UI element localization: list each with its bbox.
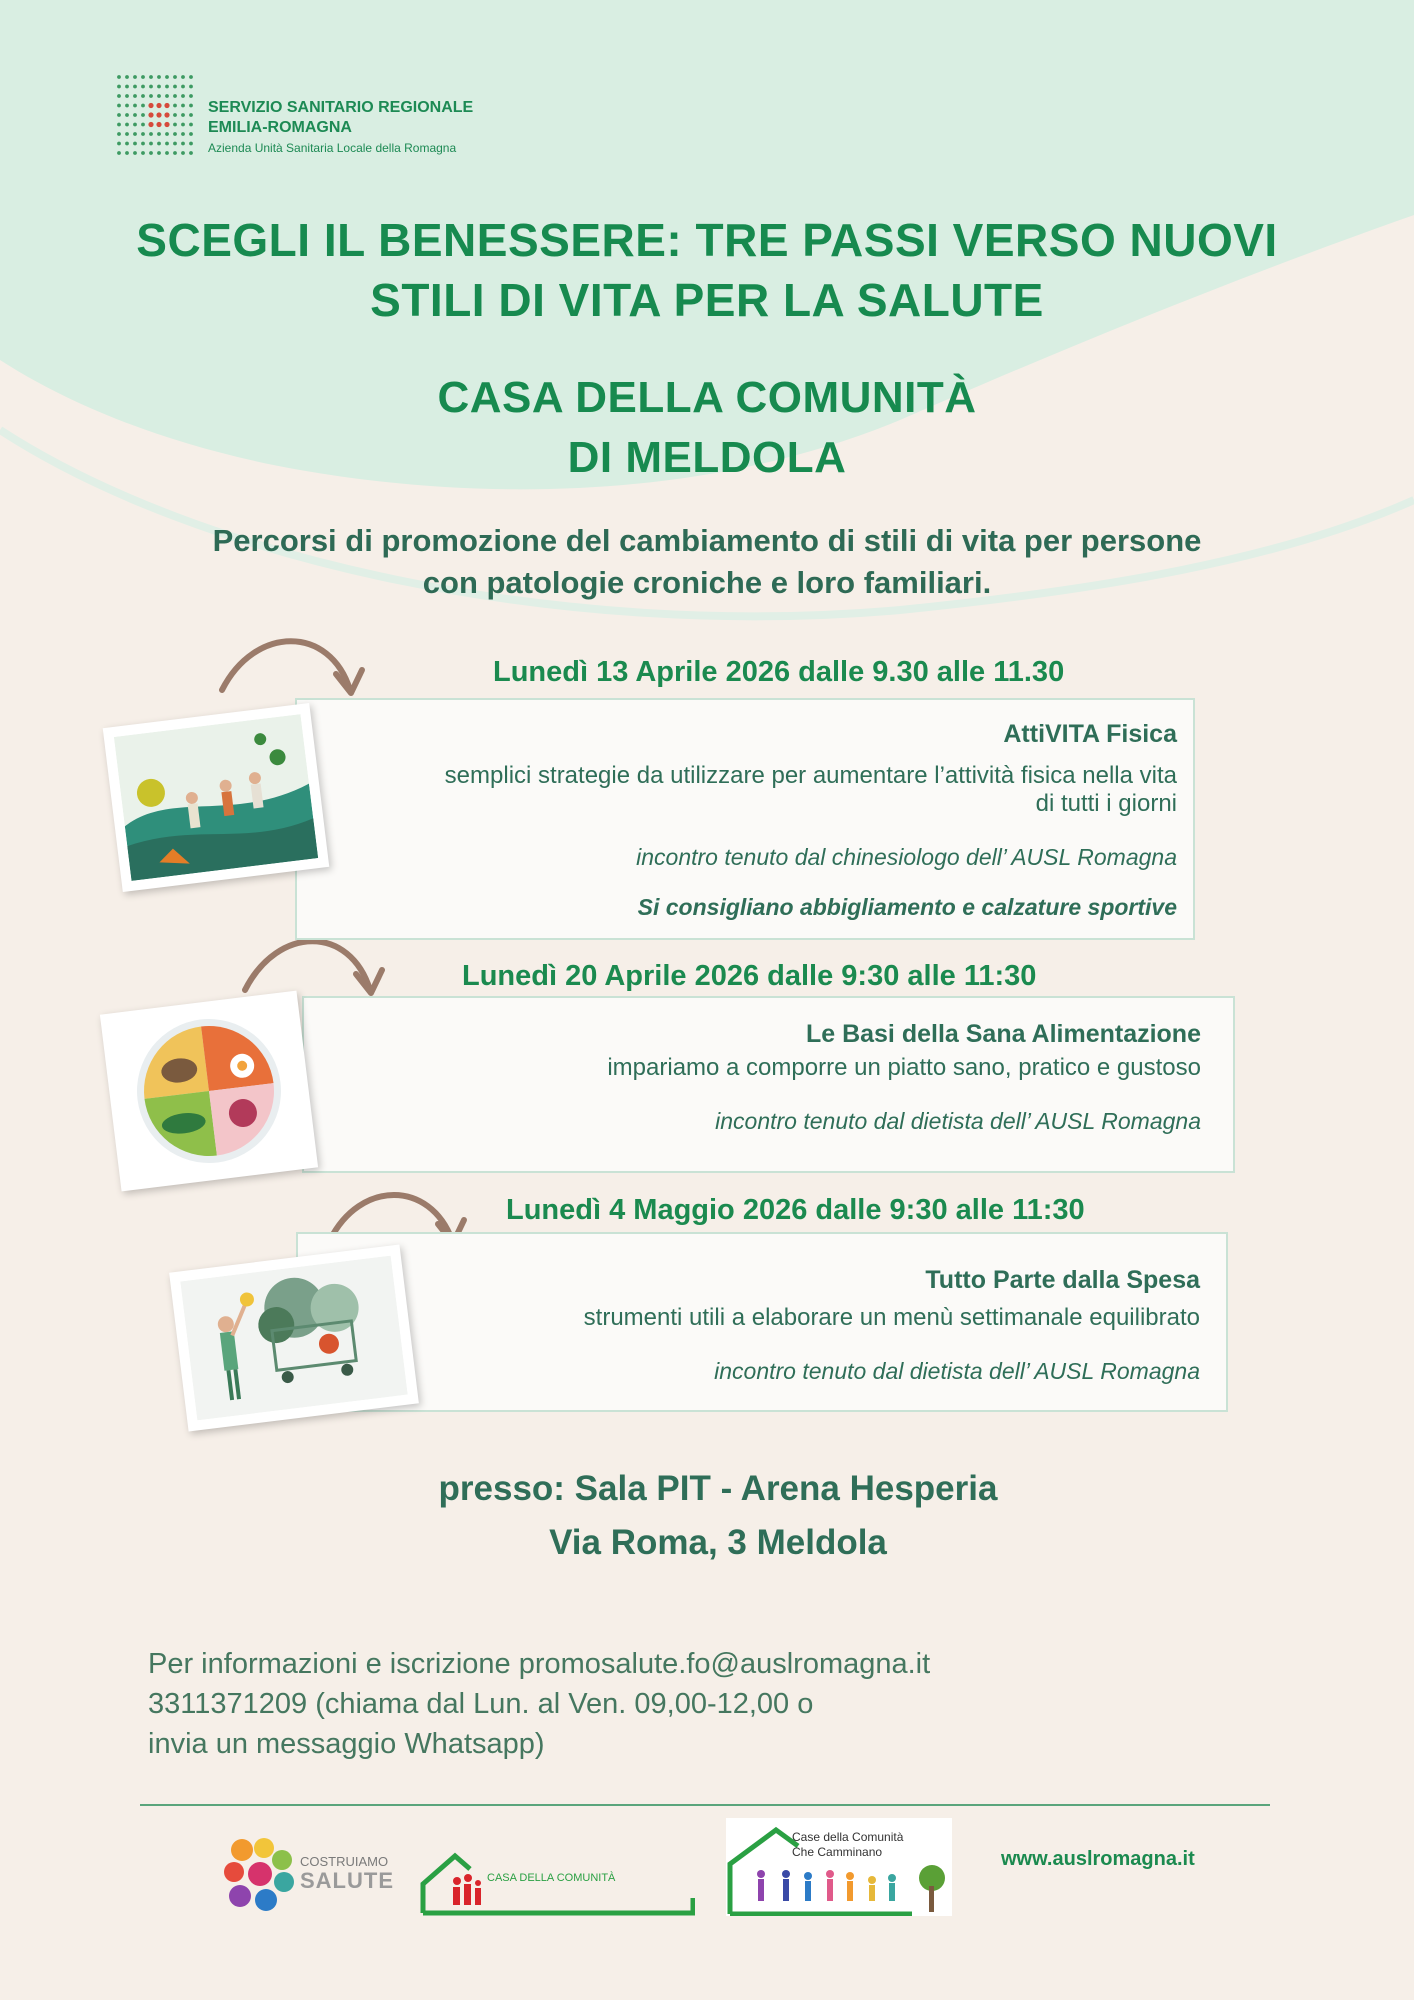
- session-2-title: Le Basi della Sana Alimentazione: [805, 1020, 1201, 1048]
- session-2-photo: [100, 991, 318, 1192]
- case-label-part2: Comunità: [852, 1830, 904, 1844]
- session-3-photo: [169, 1244, 419, 1431]
- website-link[interactable]: www.auslromagna.it: [1001, 1848, 1195, 1870]
- session-1-note: Si consigliano abbigliamento e calzature sportive: [637, 894, 1177, 920]
- footer-divider: [140, 1804, 1270, 1806]
- session-1-description-line1: semplici strategie da utilizzare per aumentare l’attività fisica nella vita: [444, 762, 1177, 789]
- case-che-camminano-logo: [726, 1818, 952, 1916]
- session-1-card: [295, 698, 1195, 940]
- casa-della-comunita-logo: [420, 1848, 695, 1916]
- healthy-plate-illustration: [111, 1002, 307, 1181]
- session-2-description: impariamo a comporre un piatto sano, pratico e gustoso: [607, 1054, 1201, 1081]
- case-camminano-label-line2: Che Camminano: [792, 1845, 883, 1859]
- session-3-description: strumenti utili a elaborare un menù settimanale equilibrato: [583, 1304, 1200, 1331]
- org-name-line1: SERVIZIO SANITARIO REGIONALE: [208, 99, 474, 116]
- costruiamo-label: COSTRUIAMO: [300, 1854, 389, 1869]
- salute-label: SALUTE: [300, 1868, 394, 1893]
- arrow-icon: [245, 941, 370, 990]
- location-title-line1: CASA DELLA COMUNITÀ: [437, 373, 977, 422]
- costruiamo-salute-icon: [222, 1838, 297, 1913]
- session-1-photo: [103, 703, 330, 892]
- subtitle-line2: con patologie croniche e loro familiari.: [422, 565, 992, 600]
- location-title-line2: DI MELDOLA: [567, 433, 847, 482]
- case-label-part1: Case della: [792, 1830, 853, 1844]
- session-3-title: Tutto Parte dalla Spesa: [925, 1266, 1200, 1294]
- session-3-date: Lunedì 4 Maggio 2026 dalle 9:30 alle 11:30: [506, 1194, 1085, 1226]
- arrow-icon: [222, 641, 350, 690]
- session-1-title: AttiVITA Fisica: [1003, 720, 1177, 748]
- session-2-date: Lunedì 20 Aprile 2026 dalle 9:30 alle 11:30: [462, 960, 1037, 992]
- session-3-speaker: incontro tenuto dal dietista dell’ AUSL Romagna: [714, 1358, 1200, 1384]
- contact-info: [148, 1644, 930, 1764]
- casa-comunita-label: CASA DELLA COMUNITÀ: [487, 1872, 616, 1884]
- case-camminano-label: [792, 1830, 903, 1844]
- subtitle-line1: Percorsi di promozione del cambiamento di stili di vita per persone: [212, 523, 1202, 558]
- session-1-description-line2: di tutti i giorni: [1035, 790, 1177, 817]
- page-title-line1: SCEGLI IL BENESSERE: TRE PASSI VERSO NUOVI: [136, 214, 1278, 266]
- session-3-card: [296, 1232, 1228, 1412]
- org-name-line2: EMILIA-ROMAGNA: [208, 119, 352, 136]
- contact-line1: Per informazioni e iscrizione promosalute.fo@auslromagna.it: [148, 1648, 931, 1680]
- venue: [0, 1462, 1414, 1570]
- page-title-line2: STILI DI VITA PER LA SALUTE: [370, 274, 1044, 326]
- session-2-speaker: incontro tenuto dal dietista dell’ AUSL Romagna: [715, 1108, 1201, 1134]
- org-name-line3: Azienda Unità Sanitaria Locale della Romagna: [208, 141, 457, 155]
- session-1-date: Lunedì 13 Aprile 2026 dalle 9.30 alle 11.30: [493, 656, 1065, 688]
- contact-line2: 3311371209 (chiama dal Lun. al Ven. 09,00-12,00 o: [148, 1688, 814, 1720]
- venue-line1: presso: Sala PIT - Arena Hesperia: [438, 1469, 998, 1508]
- costruiamo-salute-logo: [222, 1838, 394, 1918]
- venue-line2: Via Roma, 3 Meldola: [549, 1523, 887, 1562]
- session-2-card: [302, 996, 1235, 1173]
- grocery-shopping-illustration: [180, 1256, 407, 1421]
- physical-activity-illustration: [114, 714, 318, 881]
- contact-line3: invia un messaggio Whatsapp): [148, 1728, 545, 1760]
- session-1-speaker: incontro tenuto dal chinesiologo dell’ AUSL Romagna: [636, 844, 1177, 870]
